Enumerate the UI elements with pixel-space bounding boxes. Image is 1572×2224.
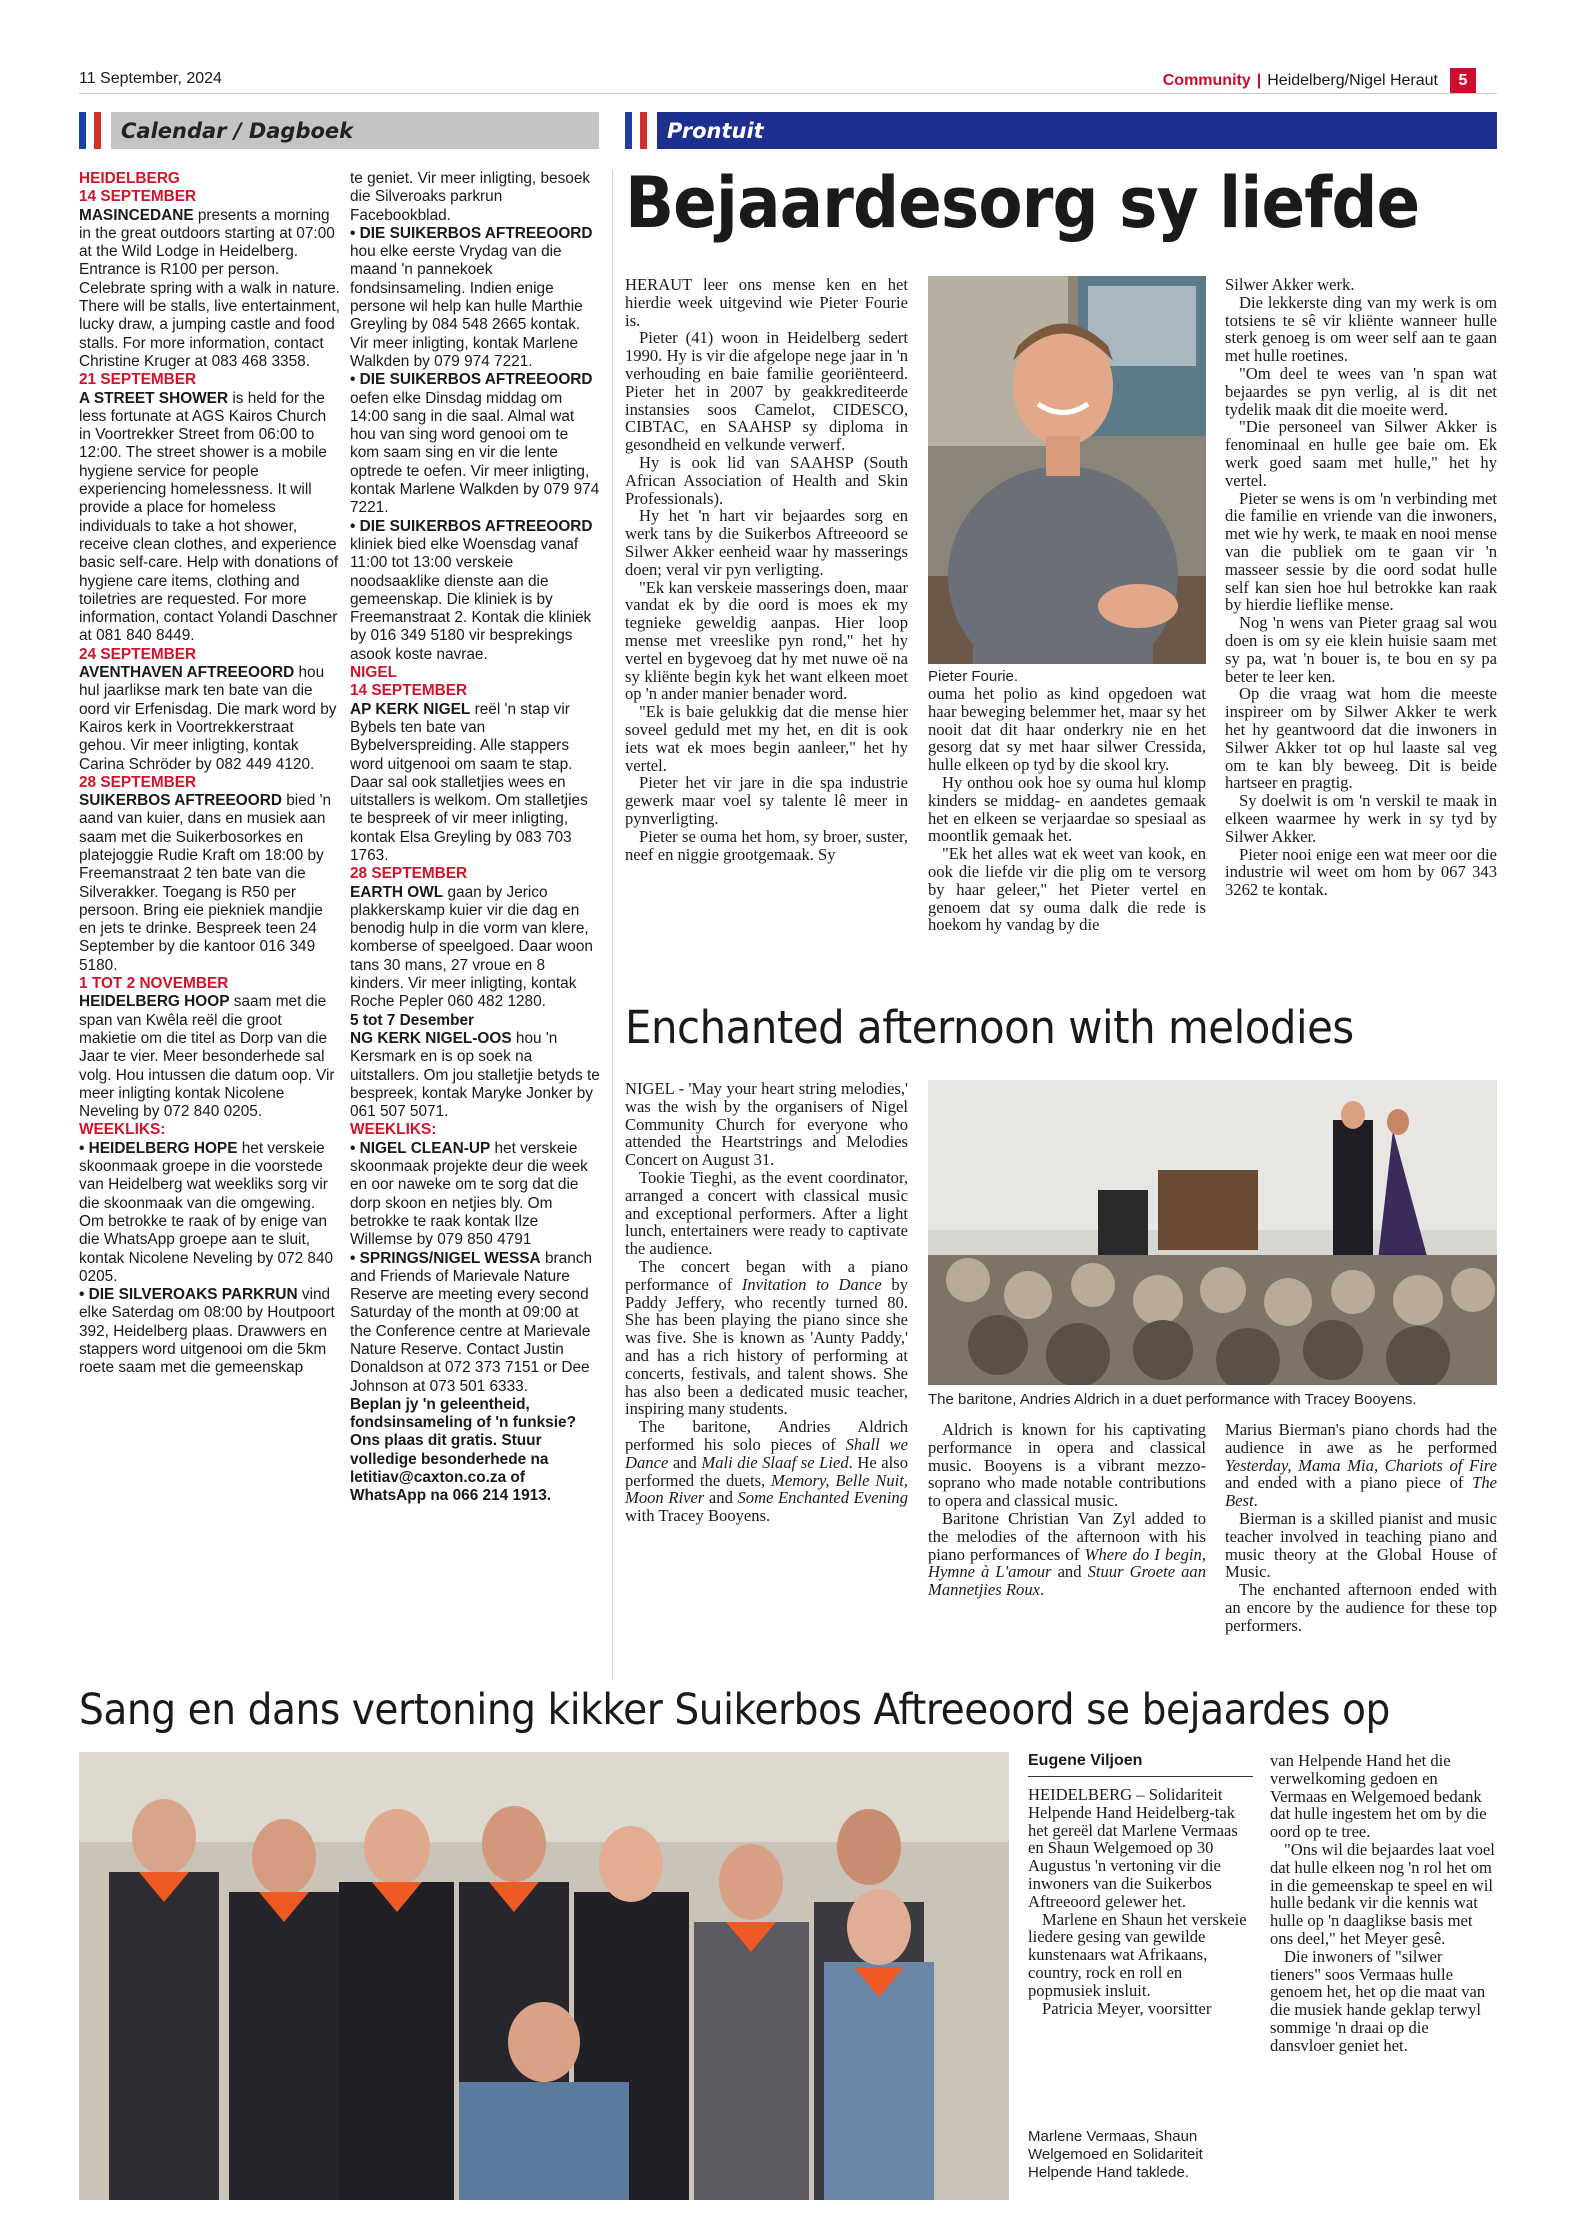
paragraph: The baritone, Andries Aldrich performed his solo pieces of Shall we Dance and Mali die Slaaf se Lied. He also performed the duets, Memory, Belle Nuit, Moon River and Some Enchanted Evening with Tracey Booyens. (625, 1417, 908, 1526)
page-header-right (1163, 68, 1476, 94)
paragraph: HEIDELBERG – Solidariteit Helpende Hand Heidelberg-tak het gereël dat Marlene Vermaas en Shaun Welgemoed op 30 Augustus 'n vertoning vir die inwoners van die Suikerbos Aftreeoord gelewer het. (1028, 1785, 1238, 1911)
enchanted-headline[interactable]: Enchanted afternoon with melodies (625, 1001, 1354, 1054)
sang-column-1 (1028, 1786, 1253, 2017)
calendar-entry: HEIDELBERG HOOP saam met die span van Kwêla reël die groot makietie om die titel as Dorp van die Jaar te vier. Meer besonderhede sal volg. Hou intussen die datum oop. Vir meer inligting kontak Nicolene Neveling by 072 840 0205. (79, 993, 335, 1121)
pieter-fourie-photo[interactable] (928, 276, 1206, 664)
calendar-entry: 24 SEPTEMBER (79, 645, 197, 663)
paragraph: Marlene en Shaun het verskeie liedere gesing van gewilde kunstenaars wat Afrikaans, country, rock en roll en popmusiek insluit. (1028, 1909, 1247, 2000)
calendar-entry-title: • DIE SUIKERBOS AFTREEOORD (350, 371, 593, 389)
prontuit-column-3 (1225, 276, 1497, 899)
calendar-entry: 14 SEPTEMBER (79, 188, 197, 206)
pieter-photo-caption: Pieter Fourie. (928, 668, 1019, 685)
calendar-entry: • DIE SUIKERBOS AFTREEOORD kliniek bied elke Woensdag vanaf 11:00 tot 13:00 verskeie noodsaaklike dienste aan die gemeenskap. Die kliniek is by Freemanstraat 2. Kontak die kliniek by 016 349 5180 vir besprekings asook koste navrae. (350, 517, 593, 663)
calendar-entry: NG KERK NIGEL-OOS hou 'n Kersmark en is op soek na uitstallers. Om jou stalletjie betyds te bespreek, kontak Maryke Jonker by 061 507 5071. (350, 1029, 600, 1121)
flag-icon (625, 112, 647, 149)
calendar-column-1 (79, 170, 341, 1378)
paragraph: The enchanted afternoon ended with an encore by the audience for these top performers. (1225, 1580, 1497, 1635)
paragraph: Die inwoners of "silwer tieners" soos Vermaas hulle genoem het, het op die maat van die musiek hande geklap terwyl sommige 'n draai op die dansvloer geniet het. (1270, 1946, 1486, 2055)
paragraph: Tookie Tieghi, as the event coordinator, arranged a concert with classical music and exceptional performers. After a light lunch, entertainers were ready to captivate the audience. (625, 1167, 908, 1259)
calendar-entry: • DIE SUIKERBOS AFTREEOORD oefen elke Dinsdag middag om 14:00 sang in die saal. Almal wat hou van sing word genooi om te kom saam sing en vir die lente optrede te oefen. Vir meer inligting, kontak Marlene Walkden by 079 974 7221. (350, 371, 600, 517)
calendar-entry: WEEKLIKS: (79, 1121, 166, 1139)
prontuit-column-2 (928, 685, 1206, 934)
concert-photo-caption: The baritone, Andries Aldrich in a duet performance with Tracey Booyens. (928, 1391, 1417, 1408)
paragraph: Pieter se wens is om 'n verbinding met die familie en vriende van die inwoners, met wie hy werk, te maak en nooi mense van die publiek om te gaan vir 'n masseer sessie by die oord sodat hulle self kan sien hoe hul betrokke kan raak by hierdie lieflike mense. (1225, 488, 1497, 615)
enchanted-column-1 (625, 1080, 908, 1525)
paragraph: Pieter se ouma het hom, sy broer, suster, neef en niggie grootgemaak. Sy (625, 826, 908, 864)
paragraph: Pieter nooi enige een wat meer oor die industrie wil weet om hom by 067 343 3262 te kontak. (1225, 844, 1497, 900)
calendar-entry-title: • DIE SUIKERBOS AFTREEOORD (350, 224, 593, 242)
sang-byline: Eugene Viljoen (1028, 1752, 1253, 1777)
paragraph: "Die personeel van Silwer Akker is fenominaal en hulle gee baie om. Ek werk goed saam met hulle," het hy vertel. (1225, 417, 1497, 490)
paragraph: The concert began with a piano performance of Invitation to Dance by Paddy Jeffery, who recently turned 80. She has been playing the piano since she was five. She is known as 'Aunty Paddy,' and has a rich history of performing at concerts, festivals, and talent shows. She has also been a dedicated music teacher, inspiring many students. (625, 1256, 908, 1419)
calendar-entry: A STREET SHOWER is held for the less fortunate at AGS Kairos Church in Voortrekker Street from 06:00 to 12:00. The street shower is a mobile hygiene service for people experiencing homelessness. It will provide a place for homeless individuals to take a hot shower, receive clean clothes, and experience basic self-care. Help with donations of hygiene care items, clothing and toiletries are requested. For more information, contact Yolandi Daschner at 081 840 8449. (79, 389, 339, 645)
paragraph: Baritone Christian Van Zyl added to the melodies of the afternoon with his piano performances of Where do I begin, Hymne à L'amour and Stuur Groete aan Mannetjies Roux. (928, 1508, 1207, 1600)
paragraph: Op die vraag wat hom die meeste inspireer om by Silwer Akker te werk het hy geantwoord dat die inwoners in Silwer Akker tot op hul laaste sal veg om te kan bly beweeg. Dit is beide hartseer en pragtig. (1225, 684, 1497, 793)
calendar-entry-title: MASINCEDANE (79, 206, 194, 224)
paragraph: Sy doelwit is om 'n verskil te maak in elkeen waarmee hy werk in sy tyd by Silwer Akker. (1225, 791, 1497, 846)
prontuit-headline[interactable]: Bejaardesorg sy liefde (625, 162, 1420, 244)
calendar-entry: Beplan jy 'n geleentheid, fondsinsameling of 'n funksie? Ons plaas dit gratis. Stuur volledige besonderhede na letitiav@caxton.co.za of WhatsApp na 066 214 1913. (350, 1395, 576, 1505)
page-number: 5 (1450, 68, 1476, 94)
calendar-entry-title: A STREET SHOWER (79, 389, 229, 407)
calendar-entry: • NIGEL CLEAN-UP het verskeie skoonmaak projekte deur die week en oor naweke om te sorg dat die dorp skoon en netjies bly. Om betrokke te raak kontak Ilze Willemse by 079 850 4791 (350, 1139, 588, 1249)
calendar-entry: HEIDELBERG (79, 170, 180, 187)
calendar-entry-title: SUIKERBOS AFTREEOORD (79, 792, 282, 810)
calendar-entry: SUIKERBOS AFTREEOORD bied 'n aand van kuier, dans en musiek aan saam met die Suikerbosorkes en platejoggie Rudie Kraft om 18:00 by Freemanstraat 2 ten bate van die Silverakker. Toegang is R50 per persoon. Bring eie piekniek mandjie en jets te drinke. Bespreek teen 24 September by die kantoor 016 349 5180. (79, 792, 332, 974)
column-divider (612, 170, 613, 1680)
calendar-column-2 (350, 170, 600, 1506)
calendar-entry: 1 TOT 2 NOVEMBER (79, 975, 229, 993)
calendar-entry: te geniet. Vir meer inligting, besoek die Silveroaks parkrun Facebookblad. (350, 170, 591, 224)
paragraph: "Ons wil die bejaardes laat voel dat hulle elkeen nog 'n rol het om in die gemeenskap te speel en wil hulle bedank vir die kennis wat hulle op 'n daaglikse basis met ons deel," het Meyer gesê. (1270, 1839, 1495, 1948)
paragraph: Hy het 'n hart vir bejaardes sorg en werk tans by die Suikerbos Aftreeoord se Silwer Akker eenheid waar hy masserings doen; veral vir pyn verligting. (625, 506, 908, 579)
calendar-section-header (79, 112, 599, 149)
calendar-entry: 28 SEPTEMBER (79, 773, 197, 791)
paragraph: Nog 'n wens van Pieter graag sal wou doen is om sy eie klein huisie saam met sy pa, wat 'n bouer is, te bou en sy pa beter te leer ken. (1225, 613, 1497, 686)
prontuit-section-header (625, 112, 1497, 149)
paragraph: Patricia Meyer, voorsitter (1042, 1998, 1212, 2018)
calendar-entry: 21 SEPTEMBER (79, 371, 197, 389)
calendar-entry: WEEKLIKS: (350, 1121, 437, 1139)
calendar-entry: • HEIDELBERG HOPE het verskeie skoonmaak groepe in die voorstede van Heidelberg wat weekliks sorg vir die skoonmaak van die omgewing. Om betrokke te raak of by enige van die WhatsApp groepe aan te sluit, kontak Nicolene Neveling by 072 840 0205. (79, 1139, 334, 1285)
calendar-entry-title: • SPRINGS/NIGEL WESSA (350, 1249, 541, 1267)
sang-column-2 (1270, 1752, 1497, 2055)
calendar-entry: NIGEL (350, 664, 398, 682)
prontuit-column-1 (625, 276, 908, 863)
header-rule (79, 93, 1497, 94)
paragraph: van Helpende Hand het die verwelkoming gedoen en Vermaas en Welgemoed bedank dat hulle ingestem het om by die oord op te tree. (1270, 1751, 1487, 1842)
section-name[interactable]: Community (1162, 72, 1251, 89)
calendar-section-label: Calendar / Dagboek (111, 112, 599, 149)
paragraph: Silwer Akker werk. (1225, 275, 1355, 294)
calendar-entry: • DIE SILVEROAKS PARKRUN vind elke Saterdag om 08:00 by Houtpoort 392, Heidelberg plaas. Drawwers en stappers word uitgenooi om die 5km roete saam met die gemeenskap (79, 1286, 335, 1377)
calendar-entry: EARTH OWL gaan by Jerico plakkerskamp kuier vir die dag en benodig hulp in die vorm van klere, komberse of speelgoed. Daar woon tans 30 mans, 27 vroue en 8 kinders. Vir meer inligting, kontak Roche Pepler 060 482 1280. (350, 883, 593, 1011)
paragraph: Bierman is a skilled pianist and music teacher involved in teaching piano and music theory at the Global House of Music. (1225, 1508, 1497, 1582)
calendar-entry-title: HEIDELBERG HOOP (79, 993, 230, 1011)
paragraph: Die lekkerste ding van my werk is om totsiens te sê vir kliënte wanneer hulle sterk genoeg is om weer self aan te gaan met hulle roetines. (1225, 292, 1497, 366)
issue-date: 11 September, 2024 (79, 70, 222, 87)
calendar-entry: • DIE SUIKERBOS AFTREEOORD hou elke eerste Vrydag van die maand 'n pannekoek fondsinsameling. Indien enige persone wil help kan hulle Marthie Greyling by 084 548 2665 kontak. Vir meer inligting, kontak Marlene Walkden by 079 974 7221. (350, 224, 593, 370)
calendar-entry: MASINCEDANE presents a morning in the great outdoors starting at 07:00 at the Wild Lodge in Heidelberg. Entrance is R100 per person. Celebrate spring with a walk in nature. There will be stalls, live entertainment, lucky draw, a jumping castle and food stalls. For more information, contact Christine Kruger at 083 468 3358. (79, 206, 340, 370)
paragraph: Hy onthou ook hoe sy ouma hul klomp kinders se middag- en aandetes gemaak het en elkeen se verjaardae so spesiaal as moontlik gemaak het. (928, 772, 1206, 846)
group-photo[interactable] (79, 1752, 1009, 2200)
flag-icon (79, 112, 101, 149)
paragraph: "Om deel te wees van 'n span wat bejaardes se pyn verlig, al is dit net tydelik maak dit die moeite werd. (1225, 363, 1497, 419)
paragraph: ouma het polio as kind opgedoen wat haar beweging belemmer het, maar sy het nooit dat dit haar onderkry nie en het gesorg dat sy met haar silwer Cressida, hulle elkeen op tyd by die skool kry. (928, 684, 1206, 775)
prontuit-section-label: Prontuit (657, 112, 1497, 149)
calendar-entry: 28 SEPTEMBER (350, 865, 468, 883)
paragraph: "Ek is baie gelukkig dat die mense hier soveel geduld met my het, en dit is ook iets wat ek moes begin aanleer," het hy vertel. (625, 702, 908, 775)
calendar-entry-title: NG KERK NIGEL-OOS (350, 1029, 512, 1047)
calendar-entry: AVENTHAVEN AFTREEOORD hou hul jaarlikse mark ten bate van die oord vir Erfenisdag. Die mark word by Kairos kerk in Voortrekkerstraat gehou. Vir meer inligting, kontak Carina Schröder by 082 449 4120. (79, 664, 337, 773)
paragraph: Pieter (41) woon in Heidelberg sedert 1990. Hy is vir die afgelope nege jaar in 'n verhouding en baie familie georiënteerd. Pieter het in 2007 by geakkrediteerde instansies soos Camelot, CIDESCO, CIBTAC, en SAAHSP sy diploma in gesondheid en velkunde verwerf. (625, 328, 908, 455)
group-photo-caption: Marlene Vermaas, Shaun Welgemoed en Solidariteit Helpende Hand taklede. (1028, 2128, 1203, 2181)
paragraph: "Ek het alles wat ek weet van kook, en ook die liefde vir die plig om te versorg by haar geleer," het Pieter vertel en genoem dat sy ouma dalk die rede is hoekom hy vandag by die (928, 844, 1206, 935)
calendar-entry-title: EARTH OWL (350, 883, 444, 901)
paragraph: Pieter het vir jare in die spa industrie gewerk maar voel sy talente lê meer in pynverligting. (625, 773, 908, 828)
calendar-entry: • SPRINGS/NIGEL WESSA branch and Friends of Marievale Nature Reserve are meeting every second Saturday of the month at 09:00 at the Conference centre at Marievale Nature Reserve. Contact Justin Donaldson at 072 373 7151 or Dee Johnson at 073 501 6333. (350, 1249, 593, 1395)
calendar-entry-title: AP KERK NIGEL (350, 700, 471, 718)
calendar-entry-title: AVENTHAVEN AFTREEOORD (79, 664, 295, 682)
calendar-entry-title: • DIE SILVEROAKS PARKRUN (79, 1286, 298, 1304)
calendar-entry-title: • NIGEL CLEAN-UP (350, 1139, 491, 1157)
calendar-entry-title: • DIE SUIKERBOS AFTREEOORD (350, 517, 593, 535)
calendar-entry: 14 SEPTEMBER (350, 682, 468, 700)
enchanted-column-2 (928, 1421, 1206, 1599)
calendar-entry: AP KERK NIGEL reël 'n stap vir Bybels ten bate van Bybelverspreiding. Alle stappers word uitgenooi om saam te stap. Daar sal ook stalletjies wees en uitstallers is welkom. Om stalletjies te bespreek of vir meer inligting, kontak Elsa Greyling by 083 703 1763. (350, 700, 588, 864)
sang-headline[interactable]: Sang en dans vertoning kikker Suikerbos Aftreeoord se bejaardes op (79, 1685, 1390, 1735)
header-separator: | (1256, 72, 1262, 89)
paragraph: Hy is ook lid van SAAHSP (South African Association of Health and Skin Professionals). (625, 452, 908, 508)
paragraph: Aldrich is known for his captivating performance in opera and classical music. Booyens is a vibrant mezzo-soprano who made notable contributions to opera and classical music. (928, 1420, 1206, 1511)
concert-photo[interactable] (928, 1080, 1497, 1385)
paragraph: "Ek kan verskeie masserings doen, maar vandat ek by die oord is moes ek my tegnieke geweldig aanpas. Hier loop mense met vreeslike pyn rond," het hy vertel en bygevoeg dat hy met nuwe oë na sy kliënte begin kyk het want elkeen moet op 'n ander manier benader word. (625, 577, 908, 704)
enchanted-column-3 (1225, 1421, 1497, 1635)
publication-name: Heidelberg/Nigel Heraut (1267, 72, 1438, 89)
calendar-entry-title: • HEIDELBERG HOPE (79, 1139, 238, 1157)
calendar-entry: 5 tot 7 Desember (350, 1011, 475, 1029)
paragraph: NIGEL - 'May your heart string melodies,' was the wish by the organisers of Nigel Community Church for everyone who attended the Heartstrings and Melodies Concert on August 31. (625, 1079, 908, 1170)
paragraph: Marius Bierman's piano chords had the audience in awe as he performed Yesterday, Mama Mia, Chariots of Fire and ended with a piano piece of The Best. (1225, 1420, 1497, 1511)
paragraph: HERAUT leer ons mense ken en het hierdie week uitgevind wie Pieter Fourie is. (625, 275, 908, 330)
